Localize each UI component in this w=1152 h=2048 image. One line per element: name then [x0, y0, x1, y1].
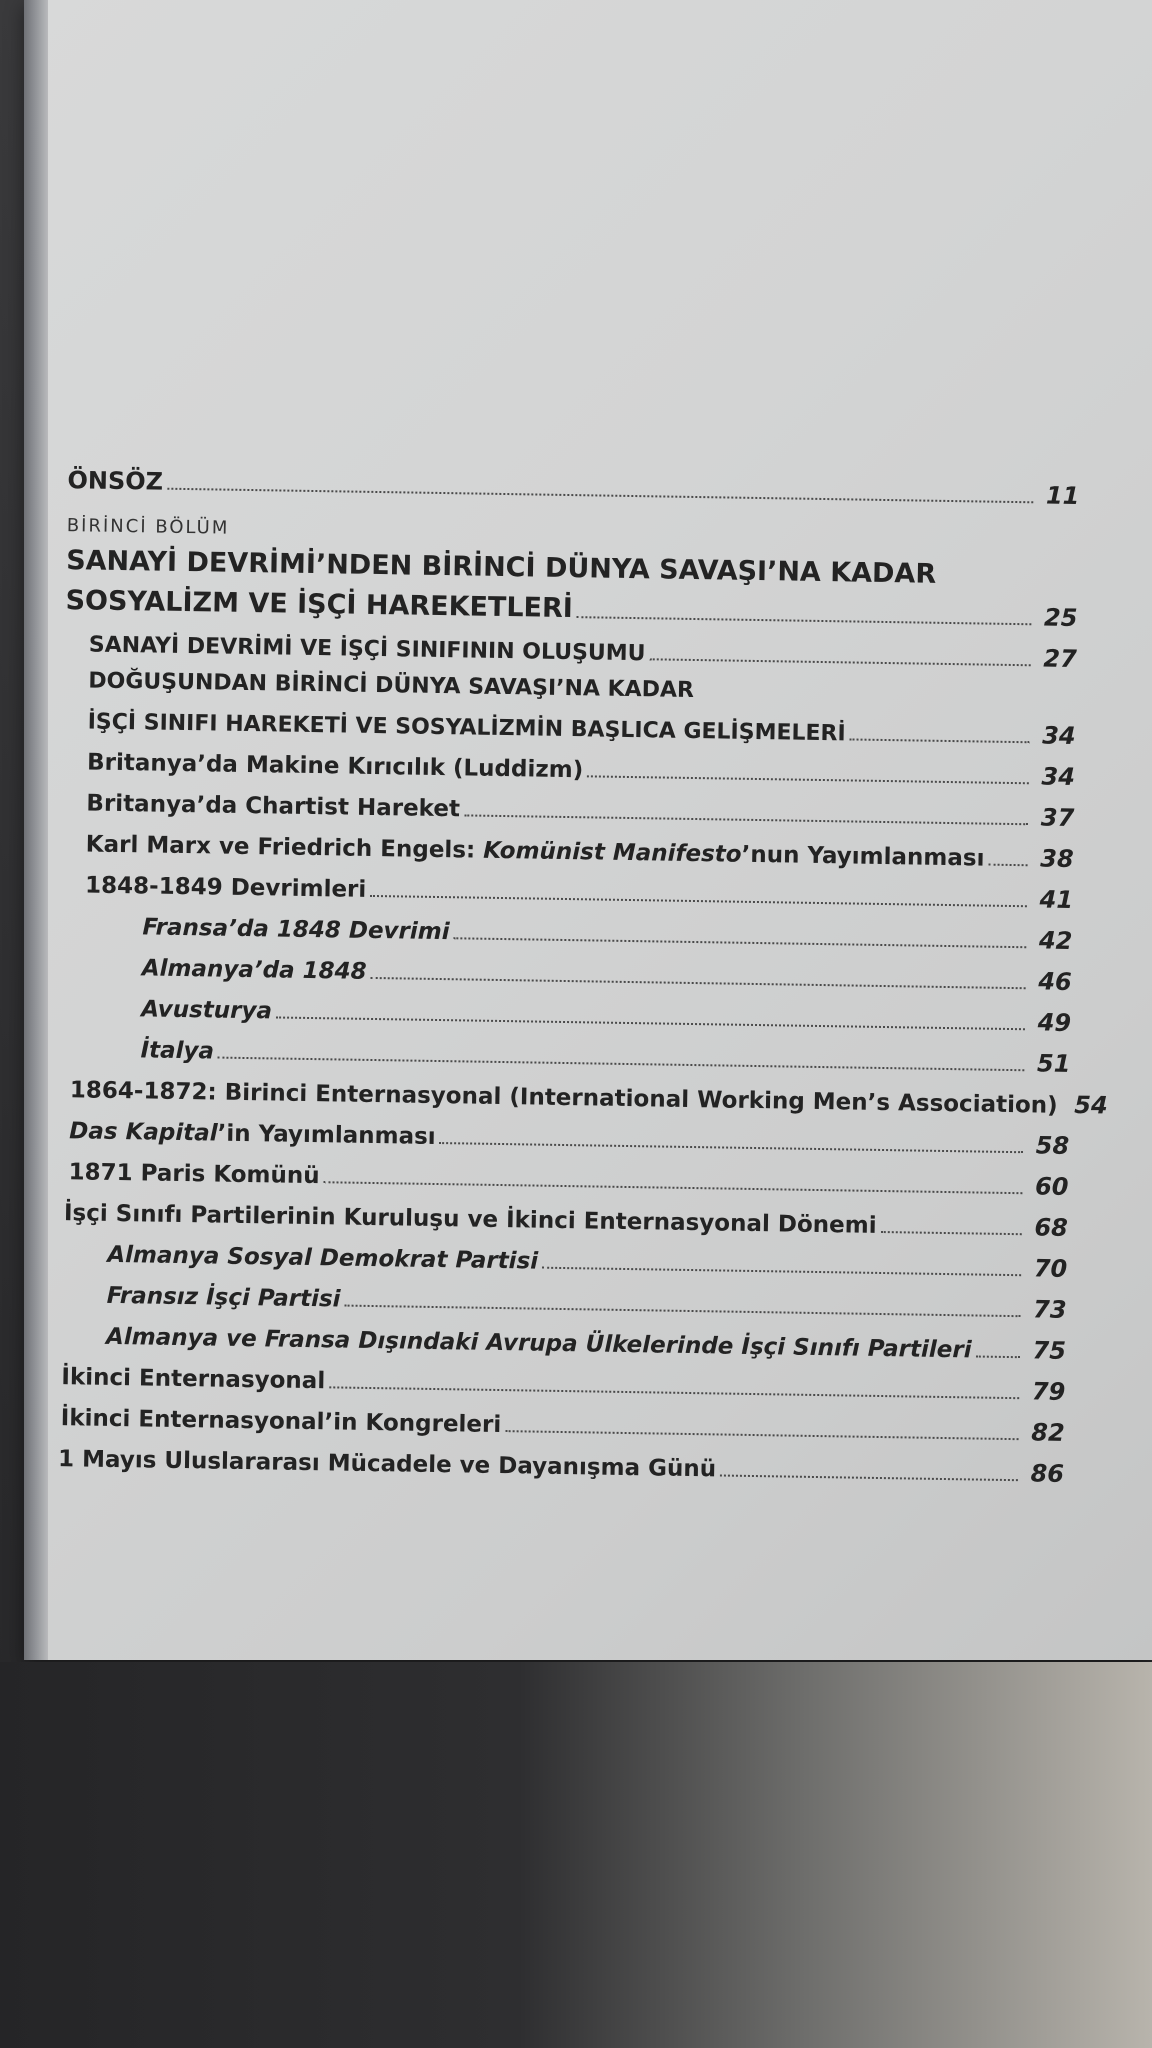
book-page [24, 0, 1152, 1660]
toc-entry-label: SANAYİ DEVRİMİ VE İŞÇİ SINIFININ OLUŞUMU [88, 632, 646, 667]
page-number: 46 [1038, 967, 1072, 996]
page-number: 49 [1037, 1008, 1072, 1037]
toc-entry-label: 1864-1872: Birinci Enternasyonal (International Working Men’s Association) [69, 1077, 1058, 1119]
page-number: 68 [1034, 1213, 1069, 1242]
page-number: 37 [1040, 803, 1075, 832]
page-number: 58 [1035, 1131, 1070, 1160]
dot-leader [649, 657, 1030, 666]
page-number: 42 [1038, 926, 1073, 955]
toc-entry-onsoz[interactable] [59, 448, 1080, 510]
page-number: 41 [1039, 885, 1074, 914]
toc-entry-label: 1848-1849 Devrimleri [84, 872, 367, 903]
dot-leader [167, 487, 1033, 504]
page-number: 79 [1031, 1377, 1066, 1406]
page-number: 82 [1031, 1418, 1065, 1447]
toc-entry-label: İtalya [140, 1037, 215, 1065]
page-number: 34 [1041, 762, 1076, 791]
part-title-line-1: SANAYİ DEVRİMİ’NDEN BİRİNCİ DÜNYA SAVAŞI’NA KADAR [65, 545, 937, 590]
page-number: 34 [1041, 721, 1076, 750]
part-label: BİRİNCİ BÖLÜM [66, 515, 230, 539]
background-shadow [0, 1662, 1152, 2048]
toc-entry-label: Almanya Sosyal Demokrat Partisi [107, 1241, 539, 1275]
label-part: ’nun Yayımlanması [741, 841, 985, 872]
page-number: 75 [1032, 1336, 1067, 1365]
dot-leader [880, 1230, 1021, 1235]
page-number: 70 [1033, 1254, 1068, 1283]
page-number: 38 [1040, 844, 1074, 873]
page-number: 60 [1034, 1172, 1069, 1201]
toc-entry-label: Fransız İşçi Partisi [106, 1282, 341, 1313]
section-2-line-1: DOĞUŞUNDAN BİRİNCİ DÜNYA SAVAŞI’NA KADAR [88, 668, 695, 703]
toc-entry-label: ÖNSÖZ [67, 466, 164, 496]
section-2-line-2: İŞÇİ SINIFI HAREKETİ VE SOSYALİZMİN BAŞLICA GELİŞMELERİ [87, 709, 846, 747]
dot-leader [542, 1266, 1021, 1277]
page-number: 11 [1045, 481, 1080, 511]
label-italic-part: Das Kapital [69, 1118, 218, 1147]
page-number: 25 [1043, 603, 1078, 633]
toc-entry-label: İşçi Sınıfı Partilerinin Kuruluşu ve İkinci Enternasyonal Dönemi [63, 1200, 877, 1239]
label-part: ’in Yayımlanması [217, 1120, 436, 1150]
dot-leader [975, 1354, 1019, 1358]
label-part: Karl Marx ve Friedrich Engels: [85, 831, 484, 864]
part-title-line-2: SOSYALİZM VE İŞÇİ HAREKETLERİ [65, 585, 574, 625]
toc-entry-label: Fransa’da 1848 Devrimi [142, 914, 450, 946]
dot-leader [587, 774, 1029, 784]
page-number: 51 [1036, 1049, 1071, 1078]
dot-leader [850, 737, 1030, 743]
dot-leader [577, 615, 1032, 625]
toc-entry-label: Britanya’da Chartist Hareket [86, 790, 461, 823]
toc-entry-label: Britanya’da Makine Kırıcılık (Luddizm) [86, 749, 584, 784]
page-number: 73 [1032, 1295, 1067, 1324]
label-italic-part: Komünist Manifesto [482, 837, 742, 868]
page-number: 27 [1043, 644, 1078, 673]
dot-leader [720, 1473, 1018, 1481]
toc-entry-label: Almanya ve Fransa Dışındaki Avrupa Ülkelerinde İşçi Sınıfı Partileri [105, 1323, 972, 1364]
toc-entry-label: 1 Mayıs Uluslararası Mücadele ve Dayanışma Günü [57, 1446, 717, 1483]
toc-entry-label: 1871 Paris Komünü [68, 1159, 320, 1190]
toc-entry-label: İkinci Enternasyonal’in Kongreleri [60, 1405, 502, 1439]
page-number: 86 [1030, 1459, 1065, 1488]
toc-entry-label: Avusturya [140, 996, 273, 1025]
page-number: 54 [1074, 1091, 1108, 1120]
toc-entry-label: Almanya’da 1848 [141, 955, 367, 985]
toc-entry-label: İkinci Enternasyonal [61, 1364, 326, 1395]
dot-leader [988, 863, 1027, 867]
table-of-contents [44, 448, 1108, 1488]
